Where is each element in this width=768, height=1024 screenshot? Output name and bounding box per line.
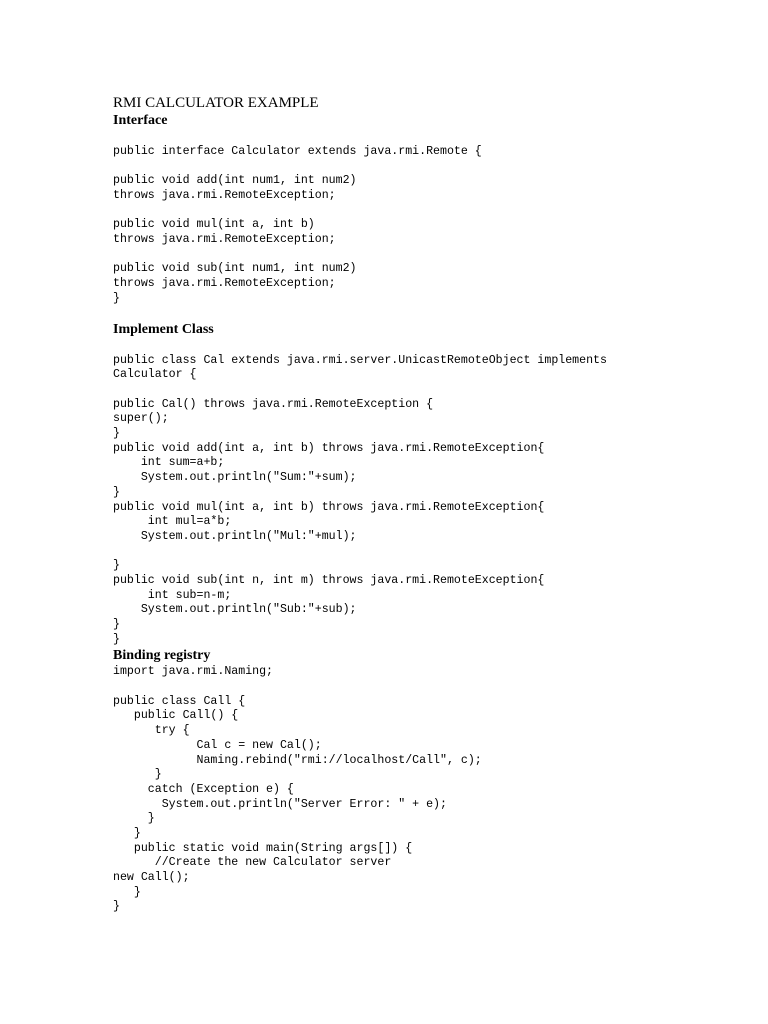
code-line: System.out.println("Mul:"+mul); — [113, 529, 357, 543]
code-line: public void add(int a, int b) throws java.rmi.RemoteException{ — [113, 441, 545, 455]
code-line: throws java.rmi.RemoteException; — [113, 276, 336, 290]
code-line: new Call(); — [113, 871, 190, 884]
blank-line — [113, 680, 748, 695]
blank-line — [113, 248, 748, 263]
code-line: } — [113, 618, 120, 631]
blank-line — [113, 130, 748, 145]
document-title: RMI CALCULATOR EXAMPLE — [113, 95, 319, 111]
code-line: int mul=a*b; — [113, 515, 232, 529]
section-heading: Binding registry — [113, 648, 211, 664]
code-line: } — [113, 768, 162, 782]
code-line: throws java.rmi.RemoteException; — [113, 232, 336, 246]
code-line: } — [113, 900, 120, 914]
code-line: } — [113, 485, 120, 499]
blank-line — [113, 545, 748, 560]
blank-line — [113, 339, 748, 354]
code-line: } — [113, 559, 120, 573]
code-line: int sum=a+b; — [113, 456, 225, 470]
binding-registry-section — [113, 647, 748, 915]
document-body — [113, 112, 748, 915]
code-line: public void mul(int a, int b) — [113, 218, 315, 232]
blank-line — [113, 306, 748, 321]
code-line: Cal c = new Cal(); — [113, 738, 322, 752]
blank-line — [113, 383, 748, 398]
code-line: Calculator { — [113, 368, 197, 382]
code-line: public Call() { — [113, 709, 239, 723]
code-line: super(); — [113, 412, 169, 426]
code-line: public void add(int num1, int num2) — [113, 174, 357, 188]
code-line: } — [113, 291, 120, 305]
code-line: public Cal() throws java.rmi.RemoteException { — [113, 397, 434, 411]
code-line: throws java.rmi.RemoteException; — [113, 188, 336, 202]
code-line: public class Cal extends java.rmi.server.UnicastRemoteObject implements — [113, 353, 607, 367]
code-line: } — [113, 885, 141, 899]
code-line: try { — [113, 724, 190, 738]
blank-line — [113, 203, 748, 218]
code-line: Naming.rebind("rmi://localhost/Call", c); — [113, 753, 482, 767]
code-line: } — [113, 826, 141, 840]
code-line: public void mul(int a, int b) throws java.rmi.RemoteException{ — [113, 500, 545, 514]
code-line: System.out.println("Sub:"+sub); — [113, 603, 357, 617]
code-line: //Create the new Calculator server — [113, 856, 392, 870]
section-heading: Implement Class — [113, 321, 214, 337]
code-line: } — [113, 427, 120, 441]
code-line: public class Call { — [113, 694, 246, 708]
interface-section — [113, 112, 748, 321]
code-line: System.out.println("Server Error: " + e); — [113, 797, 447, 811]
code-line: } — [113, 812, 155, 826]
document-page — [113, 94, 748, 915]
code-line: public void sub(int num1, int num2) — [113, 262, 357, 276]
implement-class-section — [113, 321, 748, 647]
code-line: import java.rmi.Naming; — [113, 665, 274, 679]
blank-line — [113, 159, 748, 174]
code-line: System.out.println("Sum:"+sum); — [113, 471, 357, 485]
code-line: public void sub(int n, int m) throws java.rmi.RemoteException{ — [113, 573, 545, 587]
code-line: public interface Calculator extends java.rmi.Remote { — [113, 144, 482, 158]
code-line: public static void main(String args[]) { — [113, 841, 413, 855]
code-line: int sub=n-m; — [113, 588, 232, 602]
section-heading: Interface — [113, 113, 168, 128]
code-line: catch (Exception e) { — [113, 782, 294, 796]
code-line: } — [113, 632, 120, 646]
